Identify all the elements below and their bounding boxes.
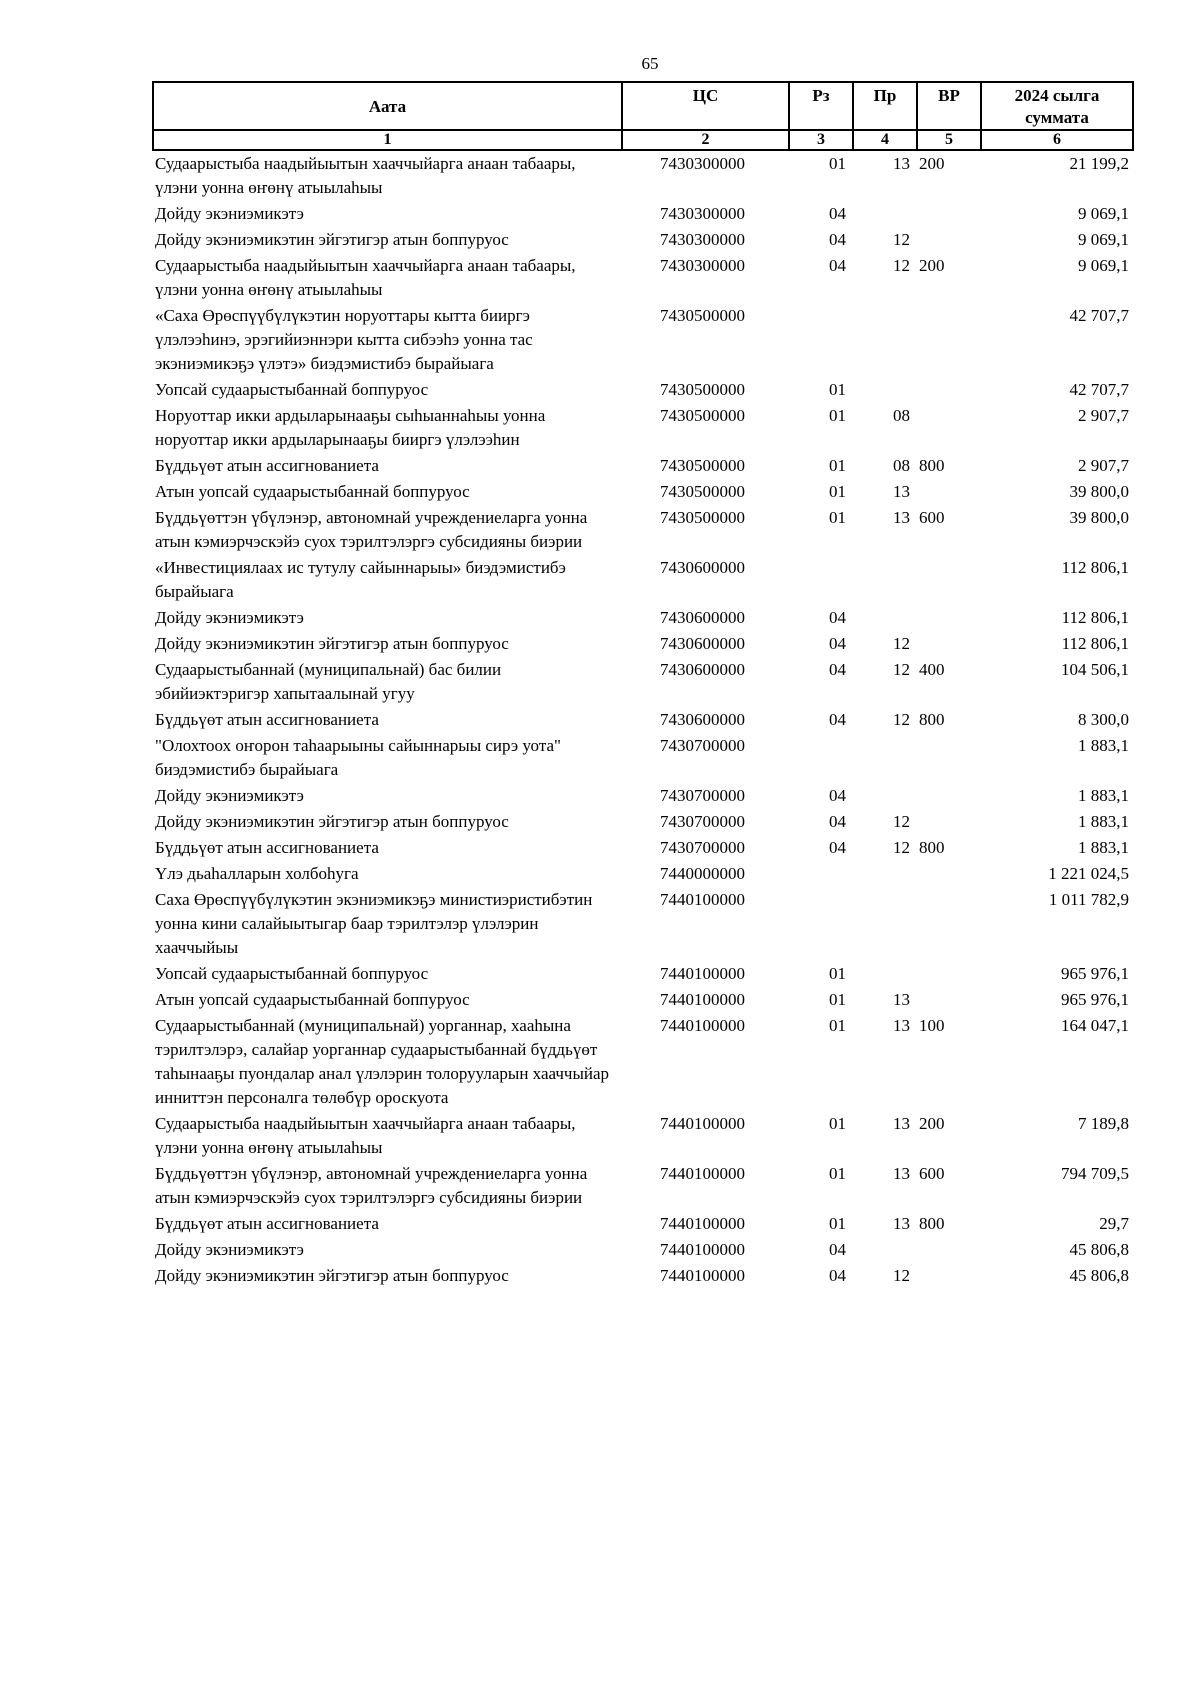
cell-pr (853, 961, 917, 987)
cell-sum: 1 883,1 (1078, 786, 1129, 805)
cell-pr: 12 (893, 812, 910, 831)
cell-name: Дойду экэниэмикэтэ (155, 1240, 304, 1259)
cell-cs: 7430300000 (660, 154, 745, 173)
cell-name: Бүддьүөт атын ассигнованиета (155, 456, 379, 475)
cell-rz: 01 (829, 406, 846, 425)
cell-sum: 1 883,1 (1078, 838, 1129, 857)
cell-rz: 01 (829, 1016, 846, 1035)
cell-pr: 13 (893, 990, 910, 1009)
table-row (153, 783, 1133, 809)
cell-rz: 01 (829, 964, 846, 983)
cell-vr (917, 403, 981, 453)
cell-name: Атын уопсай судаарыстыбаннай боппуруос (155, 990, 470, 1009)
cell-name: Дойду экэниэмикэтин эйгэтигэр атын боппуруос (155, 230, 509, 249)
cell-pr: 12 (893, 256, 910, 275)
table-row (153, 479, 1133, 505)
cell-vr (917, 809, 981, 835)
cell-vr (917, 861, 981, 887)
cell-rz: 04 (829, 786, 846, 805)
header-sum-line2: суммата (1025, 108, 1089, 127)
cell-sum: 21 199,2 (1069, 154, 1129, 173)
cell-sum: 965 976,1 (1061, 990, 1129, 1009)
cell-pr (853, 201, 917, 227)
cell-vr (917, 987, 981, 1013)
cell-name: Атын уопсай судаарыстыбаннай боппуруос (155, 482, 470, 501)
cell-pr (853, 555, 917, 605)
header-row (153, 82, 1133, 130)
cell-sum: 42 707,7 (1069, 380, 1129, 399)
cell-name: Саха Өрөспүүбүлүкэтин экэниэмикэҕэ министиэристибэтин уонна кини салайыытыгар баар тэрилтэлэр үлэлэрин хааччыйыы (155, 890, 593, 957)
cell-sum: 9 069,1 (1078, 230, 1129, 249)
cell-vr: 100 (919, 1016, 945, 1035)
cell-cs: 7440100000 (660, 990, 745, 1009)
cell-name: Бүддьүөттэн үбүлэнэр, автономнай учреждениеларга уонна атын кэмиэрчэскэйэ суох тэрилтэлэргэ субсидияны биэрии (155, 1164, 588, 1207)
header-pr: Пр (853, 82, 917, 130)
cell-pr: 13 (893, 1214, 910, 1233)
cell-cs: 7430300000 (660, 256, 745, 275)
cell-pr: 08 (893, 456, 910, 475)
cell-name: Дойду экэниэмикэтэ (155, 204, 304, 223)
cell-vr (917, 377, 981, 403)
cell-cs: 7430500000 (660, 482, 745, 501)
cell-rz: 01 (829, 456, 846, 475)
cell-pr (853, 861, 917, 887)
cell-name: "Олохтоох оҥорон таһаарыыны сайыннарыы сирэ уота" биэдэмистибэ бырайыага (155, 736, 561, 779)
cell-rz: 01 (829, 154, 846, 173)
header-sum (981, 82, 1133, 130)
cell-pr (853, 303, 917, 377)
cell-rz: 01 (829, 990, 846, 1009)
cell-cs: 7440100000 (660, 1240, 745, 1259)
cell-vr (917, 1237, 981, 1263)
column-number-4: 4 (853, 130, 917, 150)
table-row (153, 555, 1133, 605)
table-row (153, 150, 1133, 201)
table-row (153, 835, 1133, 861)
cell-rz: 04 (829, 230, 846, 249)
cell-name: Бүддьүөт атын ассигнованиета (155, 1214, 379, 1233)
table-row (153, 1263, 1133, 1289)
cell-sum: 9 069,1 (1078, 256, 1129, 275)
cell-cs: 7440100000 (660, 1016, 745, 1035)
cell-vr (917, 479, 981, 505)
table-row (153, 605, 1133, 631)
cell-rz: 04 (829, 1266, 846, 1285)
cell-vr (917, 961, 981, 987)
table-row (153, 887, 1133, 961)
cell-pr: 13 (893, 482, 910, 501)
cell-sum: 112 806,1 (1061, 634, 1129, 653)
cell-rz: 04 (829, 256, 846, 275)
cell-name: Уопсай судаарыстыбаннай боппуруос (155, 964, 429, 983)
cell-pr: 12 (893, 634, 910, 653)
table-body (153, 150, 1133, 1289)
cell-pr: 13 (893, 1164, 910, 1183)
table-row (153, 403, 1133, 453)
cell-vr (917, 733, 981, 783)
cell-cs: 7440100000 (660, 1114, 745, 1133)
cell-cs: 7430500000 (660, 406, 745, 425)
table-row (153, 733, 1133, 783)
cell-sum: 9 069,1 (1078, 204, 1129, 223)
column-number-1: 1 (153, 130, 622, 150)
cell-vr: 800 (919, 710, 945, 729)
cell-name: Уопсай судаарыстыбаннай боппуруос (155, 380, 429, 399)
cell-sum: 8 300,0 (1078, 710, 1129, 729)
cell-cs: 7430700000 (660, 838, 745, 857)
cell-pr: 13 (893, 508, 910, 527)
cell-sum: 1 221 024,5 (1048, 864, 1129, 883)
table-row (153, 1237, 1133, 1263)
cell-name: Бүддьүөт атын ассигнованиета (155, 838, 379, 857)
cell-sum: 104 506,1 (1061, 660, 1129, 679)
cell-rz: 01 (829, 1164, 846, 1183)
cell-pr: 13 (893, 1016, 910, 1035)
cell-rz: 04 (829, 838, 846, 857)
cell-rz: 04 (829, 660, 846, 679)
cell-cs: 7430300000 (660, 204, 745, 223)
cell-rz: 04 (829, 608, 846, 627)
cell-sum: 164 047,1 (1061, 1016, 1129, 1035)
cell-name: Дойду экэниэмикэтэ (155, 786, 304, 805)
header-cs: ЦС (622, 82, 789, 130)
cell-vr: 800 (919, 1214, 945, 1233)
cell-name: Судаарыстыба наадыйыытын хааччыйарга анаан табаары, үлэни уонна өҥөнү атыылаһыы (155, 154, 576, 197)
cell-vr (917, 555, 981, 605)
cell-rz (789, 861, 853, 887)
table-row (153, 861, 1133, 887)
cell-pr (853, 887, 917, 961)
cell-pr: 12 (893, 660, 910, 679)
cell-name: Бүддьүөт атын ассигнованиета (155, 710, 379, 729)
cell-name: Судаарыстыбаннай (муниципальнай) уорганнар, хааһына тэрилтэлэрэ, салайар уорганнар судаарыстыбаннай бүддьүөт таһынааҕы пуондалар анал үлэлэрин толорууларын хааччыйар инниттэн персоналга төлөбүр ороскуота (155, 1016, 610, 1107)
table-row (153, 227, 1133, 253)
cell-name: Дойду экэниэмикэтин эйгэтигэр атын боппуруос (155, 1266, 509, 1285)
cell-name: Судаарыстыба наадыйыытын хааччыйарга анаан табаары, үлэни уонна өҥөнү атыылаһыы (155, 256, 576, 299)
table-row (153, 505, 1133, 555)
cell-vr: 800 (919, 838, 945, 857)
cell-cs: 7430700000 (660, 736, 745, 755)
header-name: Аата (153, 82, 622, 130)
cell-rz: 04 (829, 634, 846, 653)
budget-table (152, 81, 1134, 1289)
cell-rz: 01 (829, 1114, 846, 1133)
header-vr: ВР (917, 82, 981, 130)
cell-pr: 12 (893, 838, 910, 857)
header-rz: Рз (789, 82, 853, 130)
cell-name: Дойду экэниэмикэтэ (155, 608, 304, 627)
cell-cs: 7430500000 (660, 508, 745, 527)
cell-cs: 7440100000 (660, 964, 745, 983)
cell-name: Дойду экэниэмикэтин эйгэтигэр атын боппуруос (155, 812, 509, 831)
cell-sum: 7 189,8 (1078, 1114, 1129, 1133)
cell-sum: 2 907,7 (1078, 406, 1129, 425)
cell-cs: 7440100000 (660, 890, 745, 909)
column-number-row (153, 130, 1133, 150)
cell-pr: 12 (893, 1266, 910, 1285)
cell-vr (917, 887, 981, 961)
table-row (153, 303, 1133, 377)
cell-vr: 200 (919, 256, 945, 275)
cell-name: «Саха Өрөспүүбүлүкэтин норуоттары кытта бииргэ үлэлээһинэ, эрэгийиэннэри кытта сибээһэ уонна тас экэниэмикэҕэ үлэтэ» биэдэмистибэ бырайыага (155, 306, 533, 373)
cell-rz: 04 (829, 1240, 846, 1259)
cell-cs: 7430600000 (660, 608, 745, 627)
cell-rz (789, 733, 853, 783)
cell-vr: 600 (919, 508, 945, 527)
cell-cs: 7430500000 (660, 456, 745, 475)
cell-name: «Инвестициялаах ис тутулу сайыннарыы» биэдэмистибэ бырайыага (155, 558, 566, 601)
cell-pr: 13 (893, 154, 910, 173)
cell-sum: 112 806,1 (1061, 558, 1129, 577)
cell-cs: 7430600000 (660, 558, 745, 577)
cell-vr: 600 (919, 1164, 945, 1183)
cell-vr (917, 1263, 981, 1289)
cell-sum: 1 883,1 (1078, 736, 1129, 755)
table-row (153, 253, 1133, 303)
cell-pr (853, 783, 917, 809)
cell-vr (917, 227, 981, 253)
page-number: 65 (641, 54, 659, 73)
cell-name: Судаарыстыба наадыйыытын хааччыйарга анаан табаары, үлэни уонна өҥөнү атыылаһыы (155, 1114, 576, 1157)
cell-cs: 7430500000 (660, 306, 745, 325)
table-row (153, 1161, 1133, 1211)
cell-sum: 42 707,7 (1069, 306, 1129, 325)
cell-rz: 01 (829, 380, 846, 399)
cell-cs: 7440100000 (660, 1164, 745, 1183)
cell-vr: 800 (919, 456, 945, 475)
cell-cs: 7430600000 (660, 634, 745, 653)
cell-name: Бүддьүөттэн үбүлэнэр, автономнай учреждениеларга уонна атын кэмиэрчэскэйэ суох тэрилтэлэргэ субсидияны биэрии (155, 508, 588, 551)
cell-vr: 400 (919, 660, 945, 679)
cell-sum: 112 806,1 (1061, 608, 1129, 627)
cell-vr (917, 631, 981, 657)
table-row (153, 987, 1133, 1013)
cell-name: Судаарыстыбаннай (муниципальнай) бас билии эбийиэктэригэр хапытаалынай угуу (155, 660, 502, 703)
cell-cs: 7440000000 (660, 864, 745, 883)
table-row (153, 1211, 1133, 1237)
cell-vr: 200 (919, 154, 945, 173)
table-row (153, 1013, 1133, 1111)
cell-pr: 12 (893, 710, 910, 729)
cell-rz: 01 (829, 1214, 846, 1233)
cell-cs: 7430600000 (660, 710, 745, 729)
table-row (153, 809, 1133, 835)
cell-cs: 7440100000 (660, 1266, 745, 1285)
table-row (153, 377, 1133, 403)
cell-sum: 1 011 782,9 (1048, 890, 1129, 909)
cell-cs: 7440100000 (660, 1214, 745, 1233)
cell-sum: 45 806,8 (1069, 1266, 1129, 1285)
cell-sum: 794 709,5 (1061, 1164, 1129, 1183)
table-row (153, 961, 1133, 987)
cell-pr (853, 733, 917, 783)
cell-vr: 200 (919, 1114, 945, 1133)
cell-sum: 45 806,8 (1069, 1240, 1129, 1259)
cell-sum: 39 800,0 (1069, 482, 1129, 501)
cell-rz: 04 (829, 710, 846, 729)
cell-pr (853, 605, 917, 631)
cell-sum: 2 907,7 (1078, 456, 1129, 475)
cell-name: Үлэ дьаһалларын холбоһуга (155, 864, 359, 883)
cell-rz (789, 555, 853, 605)
cell-rz: 04 (829, 204, 846, 223)
cell-rz: 01 (829, 508, 846, 527)
cell-cs: 7430500000 (660, 380, 745, 399)
cell-pr: 08 (893, 406, 910, 425)
column-number-6: 6 (981, 130, 1133, 150)
cell-sum: 39 800,0 (1069, 508, 1129, 527)
cell-name: Норуоттар икки ардыларынааҕы сыһыаннаһыы уонна норуоттар икки ардыларынааҕы бииргэ үлэлээһин (155, 406, 546, 449)
header-sum-line1: 2024 сылга (1014, 86, 1100, 105)
column-number-3: 3 (789, 130, 853, 150)
column-number-2: 2 (622, 130, 789, 150)
cell-rz (789, 303, 853, 377)
column-number-5: 5 (917, 130, 981, 150)
cell-rz: 04 (829, 812, 846, 831)
table-row (153, 453, 1133, 479)
table-row (153, 631, 1133, 657)
cell-pr (853, 1237, 917, 1263)
cell-name: Дойду экэниэмикэтин эйгэтигэр атын боппуруос (155, 634, 509, 653)
cell-pr: 12 (893, 230, 910, 249)
cell-sum: 965 976,1 (1061, 964, 1129, 983)
table-row (153, 707, 1133, 733)
table-row (153, 1111, 1133, 1161)
table-row (153, 657, 1133, 707)
cell-vr (917, 303, 981, 377)
cell-vr (917, 605, 981, 631)
cell-cs: 7430300000 (660, 230, 745, 249)
table-row (153, 201, 1133, 227)
cell-cs: 7430700000 (660, 812, 745, 831)
cell-rz: 01 (829, 482, 846, 501)
cell-pr: 13 (893, 1114, 910, 1133)
cell-vr (917, 783, 981, 809)
cell-pr (853, 377, 917, 403)
cell-rz (789, 887, 853, 961)
cell-cs: 7430600000 (660, 660, 745, 679)
cell-sum: 1 883,1 (1078, 812, 1129, 831)
cell-cs: 7430700000 (660, 786, 745, 805)
cell-vr (917, 201, 981, 227)
cell-sum: 29,7 (1099, 1214, 1129, 1233)
